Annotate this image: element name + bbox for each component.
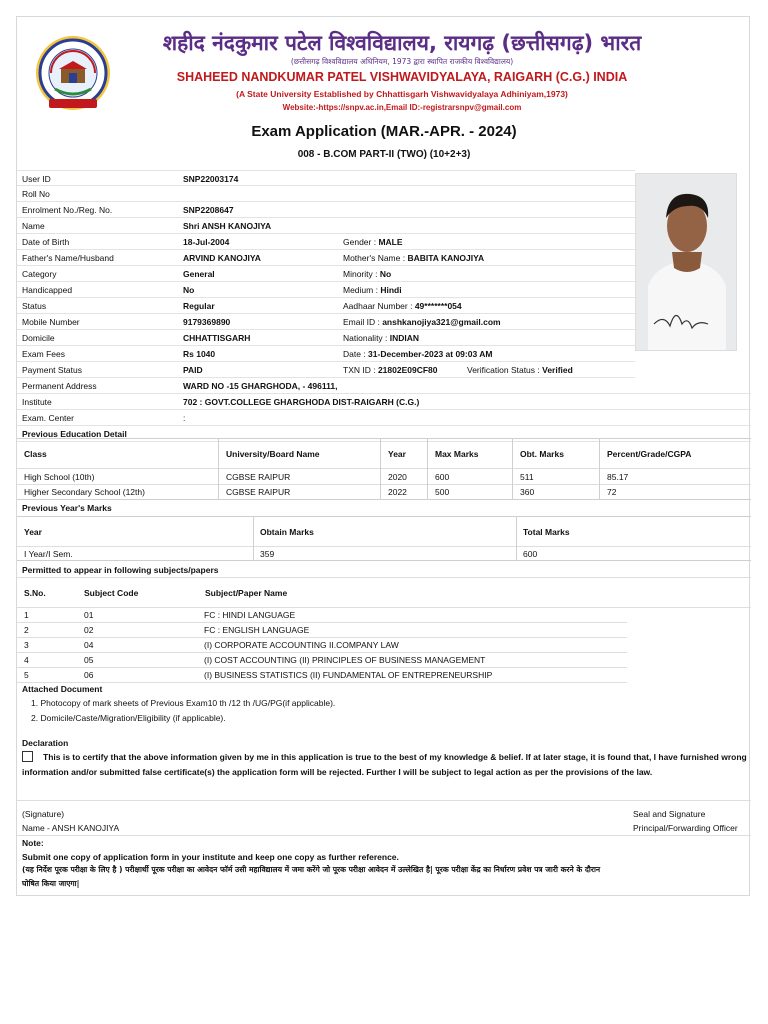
name-label: Name (22, 221, 45, 231)
exam-center-label: Exam. Center (22, 413, 74, 423)
status-value: Regular (183, 301, 215, 311)
fees-label: Exam Fees (22, 349, 65, 359)
subject-cell: 5 (24, 670, 29, 680)
declaration-body: This is to certify that the above information given by me in this application is true to the best of my knowledge & belief. If at later stage, it is found that, I have furnished wrong information and/or submitted false certificate(s) the application form will be rejected. Further I will be subject to legal action as per the provisions of the law. (22, 752, 747, 777)
row-institute (17, 394, 751, 410)
status-label: Status (22, 301, 47, 311)
english-subtitle: (A State University Established by Chhattisgarh Vishwavidyalaya Adhiniyam,1973) (236, 89, 568, 99)
prev-edu-cell: Higher Secondary School (12th) (24, 487, 145, 497)
prev-edu-header-year: Year (388, 449, 406, 459)
column-divider (512, 439, 513, 500)
declaration-title: Declaration (22, 738, 69, 748)
roll-no-label: Roll No (22, 189, 50, 199)
prev-edu-header-board: University/Board Name (226, 449, 320, 459)
aadhaar-label: Aadhaar Number : (343, 301, 415, 311)
txn-field (343, 362, 438, 378)
prev-edu-header (17, 439, 751, 469)
handicapped-value: No (183, 285, 195, 295)
minority-field (343, 266, 391, 282)
hindi-title: शहीद नंदकुमार पटेल विश्वविद्यालय, रायगढ़ (छत्तीसगढ़) भारत (162, 31, 642, 55)
prev-year-title: Previous Year's Marks (22, 503, 112, 513)
email-field (343, 314, 501, 330)
name-value: Shri ANSH KANOJIYA (183, 221, 272, 231)
medium-field (343, 282, 402, 298)
exam-center-value: : (183, 413, 186, 423)
prev-edu-header-class: Class (24, 449, 47, 459)
note-line-2: (यह निर्देश पूरक परीक्षा के लिए है ) परीक्षार्थी पूरक परीक्षा का आवेदन फॉर्म उसी महाविद्यालय में जमा करेंगे जो पूरक परीक्षा आवेदन में उल्लेखित है| पूरक परीक्षा केंद्र का निर्धारण प्रवेश पत्र जारी करने के दौरान (22, 865, 601, 874)
subject-cell: (I) CORPORATE ACCOUNTING II.COMPANY LAW (204, 640, 399, 650)
table-row (17, 653, 627, 668)
hindi-subtitle: (छत्तीसगढ़ विश्वविद्यालय अधिनियम, 1973 द्वारा स्थापित राजकीय विश्वविद्यालय) (290, 57, 514, 66)
row-handicapped (17, 282, 635, 298)
prev-year-header (17, 517, 751, 547)
row-address (17, 378, 751, 394)
payment-value: PAID (183, 365, 203, 375)
institute-value: 702 : GOVT.COLLEGE GHARGHODA DIST-RAIGARH (C.G.) (183, 397, 420, 407)
table-row (17, 485, 751, 500)
exam-title: Exam Application (MAR.-APR. - 2024) (251, 123, 517, 140)
subjects-header-name: Subject/Paper Name (205, 588, 288, 598)
mobile-value: 9179369890 (183, 317, 231, 327)
prev-edu-cell: 500 (435, 487, 450, 497)
mother-value: BABITA KANOJIYA (407, 253, 485, 263)
attached-item: 1. Photocopy of mark sheets of Previous Exam10 th /12 th /UG/PG(if applicable). (31, 698, 336, 708)
prev-year-header-obtain: Obtain Marks (260, 527, 314, 537)
medium-value: Hindi (380, 285, 402, 295)
address-label: Permanent Address (22, 381, 97, 391)
prev-edu-cell: 2020 (388, 472, 407, 482)
subject-cell: (I) BUSINESS STATISTICS (II) FUNDAMENTAL OF ENTREPRENEURSHIP (204, 670, 493, 680)
row-roll-no (17, 186, 635, 202)
subject-cell: FC : ENGLISH LANGUAGE (204, 625, 310, 635)
subject-cell: FC : HINDI LANGUAGE (204, 610, 296, 620)
column-divider (427, 439, 428, 500)
row-fees (17, 346, 635, 362)
row-mobile (17, 314, 635, 330)
verification-value: Verified (542, 365, 573, 375)
table-row (17, 623, 627, 638)
institute-label: Institute (22, 397, 52, 407)
date-field (343, 346, 492, 362)
subject-cell: 1 (24, 610, 29, 620)
table-row (17, 608, 627, 623)
prev-edu-header-percent: Percent/Grade/CGPA (607, 449, 692, 459)
prev-edu-cell: CGBSE RAIPUR (226, 472, 291, 482)
university-header (17, 17, 751, 121)
minority-value: No (379, 269, 392, 279)
column-divider (599, 439, 600, 500)
prev-edu-title: Previous Education Detail (17, 426, 751, 442)
aadhaar-field (343, 298, 462, 314)
column-divider (253, 517, 254, 561)
father-value: ARVIND KANOJIYA (183, 253, 261, 263)
subjects-table (17, 577, 751, 682)
medium-label: Medium : (343, 285, 381, 295)
signature-name: Name - ANSH KANOJIYA (22, 823, 120, 833)
declaration-checkbox[interactable] (22, 751, 33, 762)
date-value: 31-December-2023 at 09:03 AM (368, 349, 493, 359)
prev-edu-cell: 600 (435, 472, 450, 482)
table-row (17, 469, 751, 485)
row-exam-center (17, 410, 751, 426)
english-title: SHAHEED NANDKUMAR PATEL VISHWAVIDYALAYA, RAIGARH (C.G.) INDIA (176, 70, 628, 84)
minority-label: Minority : (343, 269, 380, 279)
aadhaar-value: 49*******054 (414, 301, 462, 311)
attached-item: 2. Domicile/Caste/Migration/Eligibility (if applicable). (31, 713, 226, 723)
subject-cell: 02 (84, 625, 94, 635)
dob-label: Date of Birth (22, 237, 70, 247)
category-value: General (183, 269, 215, 279)
university-logo (35, 35, 111, 111)
subjects-header (17, 578, 751, 608)
txn-value: 21802E09CF80 (377, 365, 438, 375)
dob-value: 18-Jul-2004 (183, 237, 230, 247)
prev-edu-cell: CGBSE RAIPUR (226, 487, 291, 497)
prev-year-cell: 600 (523, 549, 538, 559)
nationality-label: Nationality : (343, 333, 390, 343)
row-status (17, 298, 635, 314)
application-form (16, 16, 750, 896)
row-category (17, 266, 635, 282)
subject-cell: 06 (84, 670, 94, 680)
subjects-title: Permitted to appear in following subjects/papers (22, 565, 219, 575)
email-label: Email ID : (343, 317, 383, 327)
prev-year-header-year: Year (24, 527, 42, 537)
prev-edu-cell: High School (10th) (24, 472, 95, 482)
prev-edu-header-obt: Obt. Marks (520, 449, 564, 459)
note-line-1: Submit one copy of application form in your institute and keep one copy as further reference. (22, 852, 399, 862)
prev-year-cell: I Year/I Sem. (24, 549, 73, 559)
table-row (17, 547, 751, 561)
enrolment-label: Enrolment No./Reg. No. (22, 205, 113, 215)
row-domicile (17, 330, 635, 346)
prev-edu-cell: 511 (520, 472, 534, 482)
prev-year-header-total: Total Marks (523, 527, 570, 537)
gender-field (343, 234, 403, 250)
gender-label: Gender : (343, 237, 379, 247)
row-name (17, 218, 635, 234)
domicile-label: Domicile (22, 333, 55, 343)
principal-label: Principal/Forwarding Officer (633, 823, 738, 833)
note-line-3: घोषित किया जाएगा| (22, 879, 80, 888)
gender-value: MALE (378, 237, 403, 247)
father-label: Father's Name/Husband (22, 253, 114, 263)
row-enrolment (17, 202, 635, 218)
applicant-info (17, 170, 635, 442)
subject-cell: (I) COST ACCOUNTING (II) PRINCIPLES OF BUSINESS MANAGEMENT (204, 655, 486, 665)
verification-label: Verification Status : (467, 365, 543, 375)
mother-field (343, 250, 484, 266)
row-dob (17, 234, 635, 250)
subject-cell: 3 (24, 640, 29, 650)
subjects-header-sno: S.No. (24, 588, 46, 598)
course-name: 008 - B.COM PART-II (TWO) (10+2+3) (297, 149, 471, 160)
subjects-header-code: Subject Code (84, 588, 139, 598)
mobile-label: Mobile Number (22, 317, 80, 327)
email-value: anshkanojiya321@gmail.com (382, 317, 501, 327)
applicant-photo (635, 173, 737, 351)
column-divider (218, 439, 219, 500)
enrolment-value: SNP2208647 (183, 205, 234, 215)
prev-edu-header-max: Max Marks (435, 449, 479, 459)
table-row (17, 668, 627, 683)
domicile-value: CHHATTISGARH (183, 333, 251, 343)
prev-edu-cell: 2022 (388, 487, 407, 497)
subject-cell: 01 (84, 610, 94, 620)
row-user-id (17, 170, 635, 186)
category-label: Category (22, 269, 57, 279)
subject-cell: 4 (24, 655, 29, 665)
declaration-text (22, 750, 748, 779)
prev-edu-cell: 72 (607, 487, 617, 497)
table-row (17, 638, 627, 653)
prev-edu-cell: 360 (520, 487, 535, 497)
attached-title: Attached Document (22, 684, 103, 694)
fees-value: Rs 1040 (183, 349, 216, 359)
signature-label: (Signature) (22, 809, 65, 819)
seal-label: Seal and Signature (633, 809, 706, 819)
divider (17, 800, 751, 801)
website-email: Website:-https://snpv.ac.in,Email ID:-registrarsnpv@gmail.com (282, 103, 522, 112)
row-payment (17, 362, 635, 378)
subject-cell: 2 (24, 625, 29, 635)
prev-edu-table (17, 438, 751, 500)
prev-edu-cell: 85.17 (607, 472, 629, 482)
nationality-value: INDIAN (389, 333, 420, 343)
row-father (17, 250, 635, 266)
prev-year-cell: 359 (260, 549, 275, 559)
subject-cell: 04 (84, 640, 94, 650)
verification-field (467, 362, 573, 378)
note-title: Note: (22, 838, 44, 848)
user-id-value: SNP22003174 (183, 174, 239, 184)
prev-year-table (17, 516, 751, 561)
user-id-label: User ID (22, 174, 51, 184)
photo-image (636, 174, 737, 351)
column-divider (380, 439, 381, 500)
date-label: Date : (343, 349, 369, 359)
divider (17, 835, 751, 836)
handicapped-label: Handicapped (22, 285, 73, 295)
payment-label: Payment Status (22, 365, 83, 375)
txn-label: TXN ID : (343, 365, 378, 375)
nationality-field (343, 330, 419, 346)
subject-cell: 05 (84, 655, 94, 665)
column-divider (516, 517, 517, 561)
mother-label: Mother's Name : (343, 253, 408, 263)
address-value: WARD NO -15 GHARGHODA, - 496111, (183, 381, 338, 391)
